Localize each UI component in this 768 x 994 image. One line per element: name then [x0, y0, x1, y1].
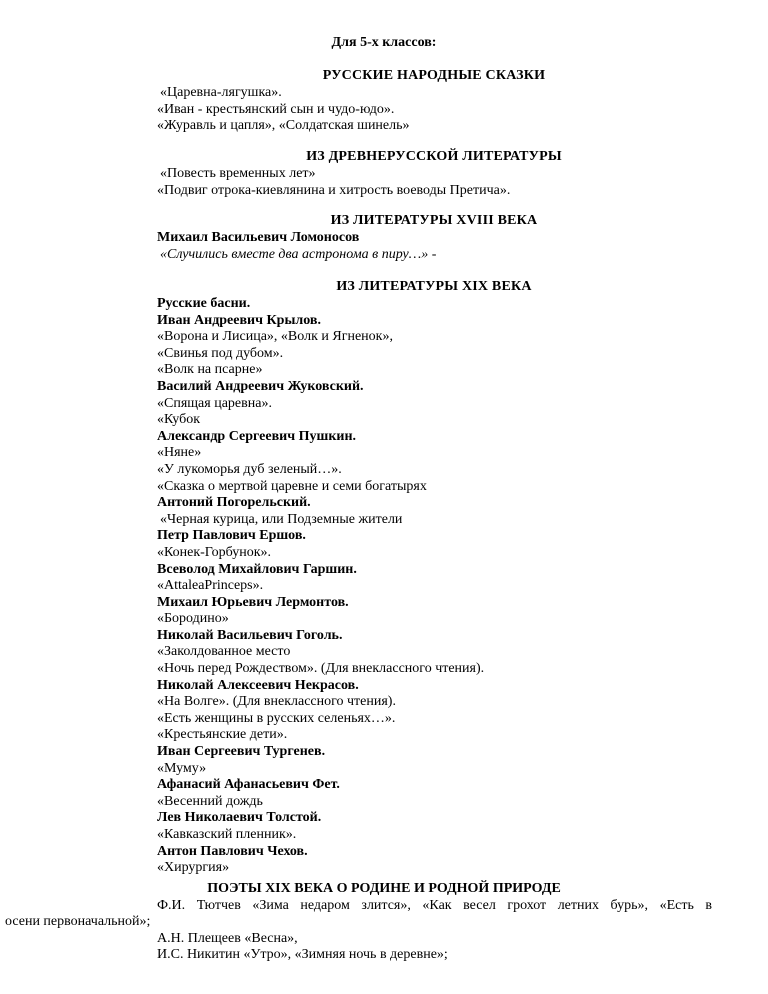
author-name: Василий Андреевич Жуковский.: [157, 378, 364, 394]
list-item: «AttaleaPrinceps».: [157, 578, 264, 594]
list-item: «Сказка о мертвой царевне и семи богатырях: [157, 478, 427, 494]
paragraph-line: осени первоначальной»;: [5, 914, 151, 930]
list-item: «Повесть временных лет»: [160, 166, 316, 181]
list-item: «Иван - крестьянский сын и чудо-юдо».: [157, 101, 395, 117]
author-name: Русские басни.: [157, 296, 251, 311]
list-item: «Хирургия»: [157, 860, 230, 876]
author-name: Николай Васильевич Гоголь.: [157, 627, 343, 643]
author-name: Всеволод Михайлович Гаршин.: [157, 561, 357, 577]
section-heading-18th-century: ИЗ ЛИТЕРАТУРЫ XVIII ВЕКА: [330, 213, 538, 228]
list-item: «Журавль и цапля», «Солдатская шинель»: [157, 118, 410, 134]
author-name: Александр Сергеевич Пушкин.: [157, 428, 357, 444]
section-heading-poets: ПОЭТЫ XIX ВЕКА О РОДИНЕ И РОДНОЙ ПРИРОДЕ: [207, 881, 561, 896]
list-item: «Спящая царевна».: [157, 395, 272, 411]
section-list-old-russian: [157, 166, 717, 199]
list-item: «Муму»: [157, 760, 207, 776]
section-list-19th-century: [157, 296, 717, 877]
paragraph-line: Ф.И. Тютчев «Зима недаром злится», «Как весел грохот летних бурь», «Есть в: [157, 897, 712, 913]
list-item: «Кубок: [157, 412, 201, 428]
section-poets: [0, 881, 768, 964]
list-item: «Крестьянские дети».: [157, 727, 288, 743]
list-item: «Волк на псарне»: [157, 362, 263, 378]
section-heading-19th-century: ИЗ ЛИТЕРАТУРЫ XIX ВЕКА: [336, 279, 532, 294]
author-name: Михаил Васильевич Ломоносов: [157, 230, 360, 245]
page-title: Для 5-х классов:: [331, 35, 437, 50]
author-name: Николай Алексеевич Некрасов.: [157, 677, 359, 693]
list-item: «Подвиг отрока-киевлянина и хитрость воеводы Претича».: [157, 182, 511, 198]
list-item: «У лукоморья дуб зеленый…».: [157, 461, 342, 477]
section-list-18th-century: [157, 230, 717, 263]
list-item: «Свинья под дубом».: [157, 345, 284, 361]
author-name: Лев Николаевич Толстой.: [157, 810, 322, 826]
section-list-folk-tales: [157, 85, 717, 135]
author-name: Петр Павлович Ершов.: [157, 528, 306, 544]
paragraph-line: А.Н. Плещеев «Весна»,: [157, 930, 298, 946]
author-name: Михаил Юрьевич Лермонтов.: [157, 594, 349, 610]
section-heading-old-russian: ИЗ ДРЕВНЕРУССКОЙ ЛИТЕРАТУРЫ: [306, 149, 562, 164]
list-item: «Весенний дождь: [157, 793, 263, 809]
list-item: «Есть женщины в русских селеньях…».: [157, 710, 396, 726]
author-name: Афанасий Афанасьевич Фет.: [157, 777, 340, 793]
list-item: «Кавказский пленник».: [157, 827, 297, 842]
list-item: «Ворона и Лисица», «Волк и Ягненок»,: [157, 329, 393, 345]
list-item: «Царевна-лягушка».: [160, 85, 282, 100]
list-item: «Бородино»: [157, 611, 229, 627]
author-name: Антоний Погорельский.: [157, 495, 311, 511]
list-item: «Конек-Горбунок».: [157, 544, 272, 560]
paragraph-line: И.С. Никитин «Утро», «Зимняя ночь в деревне»;: [157, 947, 448, 963]
list-item: «Заколдованное место: [157, 644, 291, 660]
list-item: «Черная курица, или Подземные жители: [160, 511, 403, 527]
author-name: Иван Сергеевич Тургенев.: [157, 744, 326, 760]
section-heading-folk-tales: РУССКИЕ НАРОДНЫЕ СКАЗКИ: [322, 68, 546, 83]
list-item: «На Волге». (Для внеклассного чтения).: [157, 694, 396, 710]
author-name: Иван Андреевич Крылов.: [157, 312, 321, 328]
list-item: «Няне»: [157, 445, 202, 461]
list-item: «Ночь перед Рождеством». (Для внеклассного чтения).: [157, 661, 485, 677]
author-name: Антон Павлович Чехов.: [157, 843, 308, 859]
list-item: «Случились вместе два астронома в пиру…» -: [160, 246, 437, 262]
